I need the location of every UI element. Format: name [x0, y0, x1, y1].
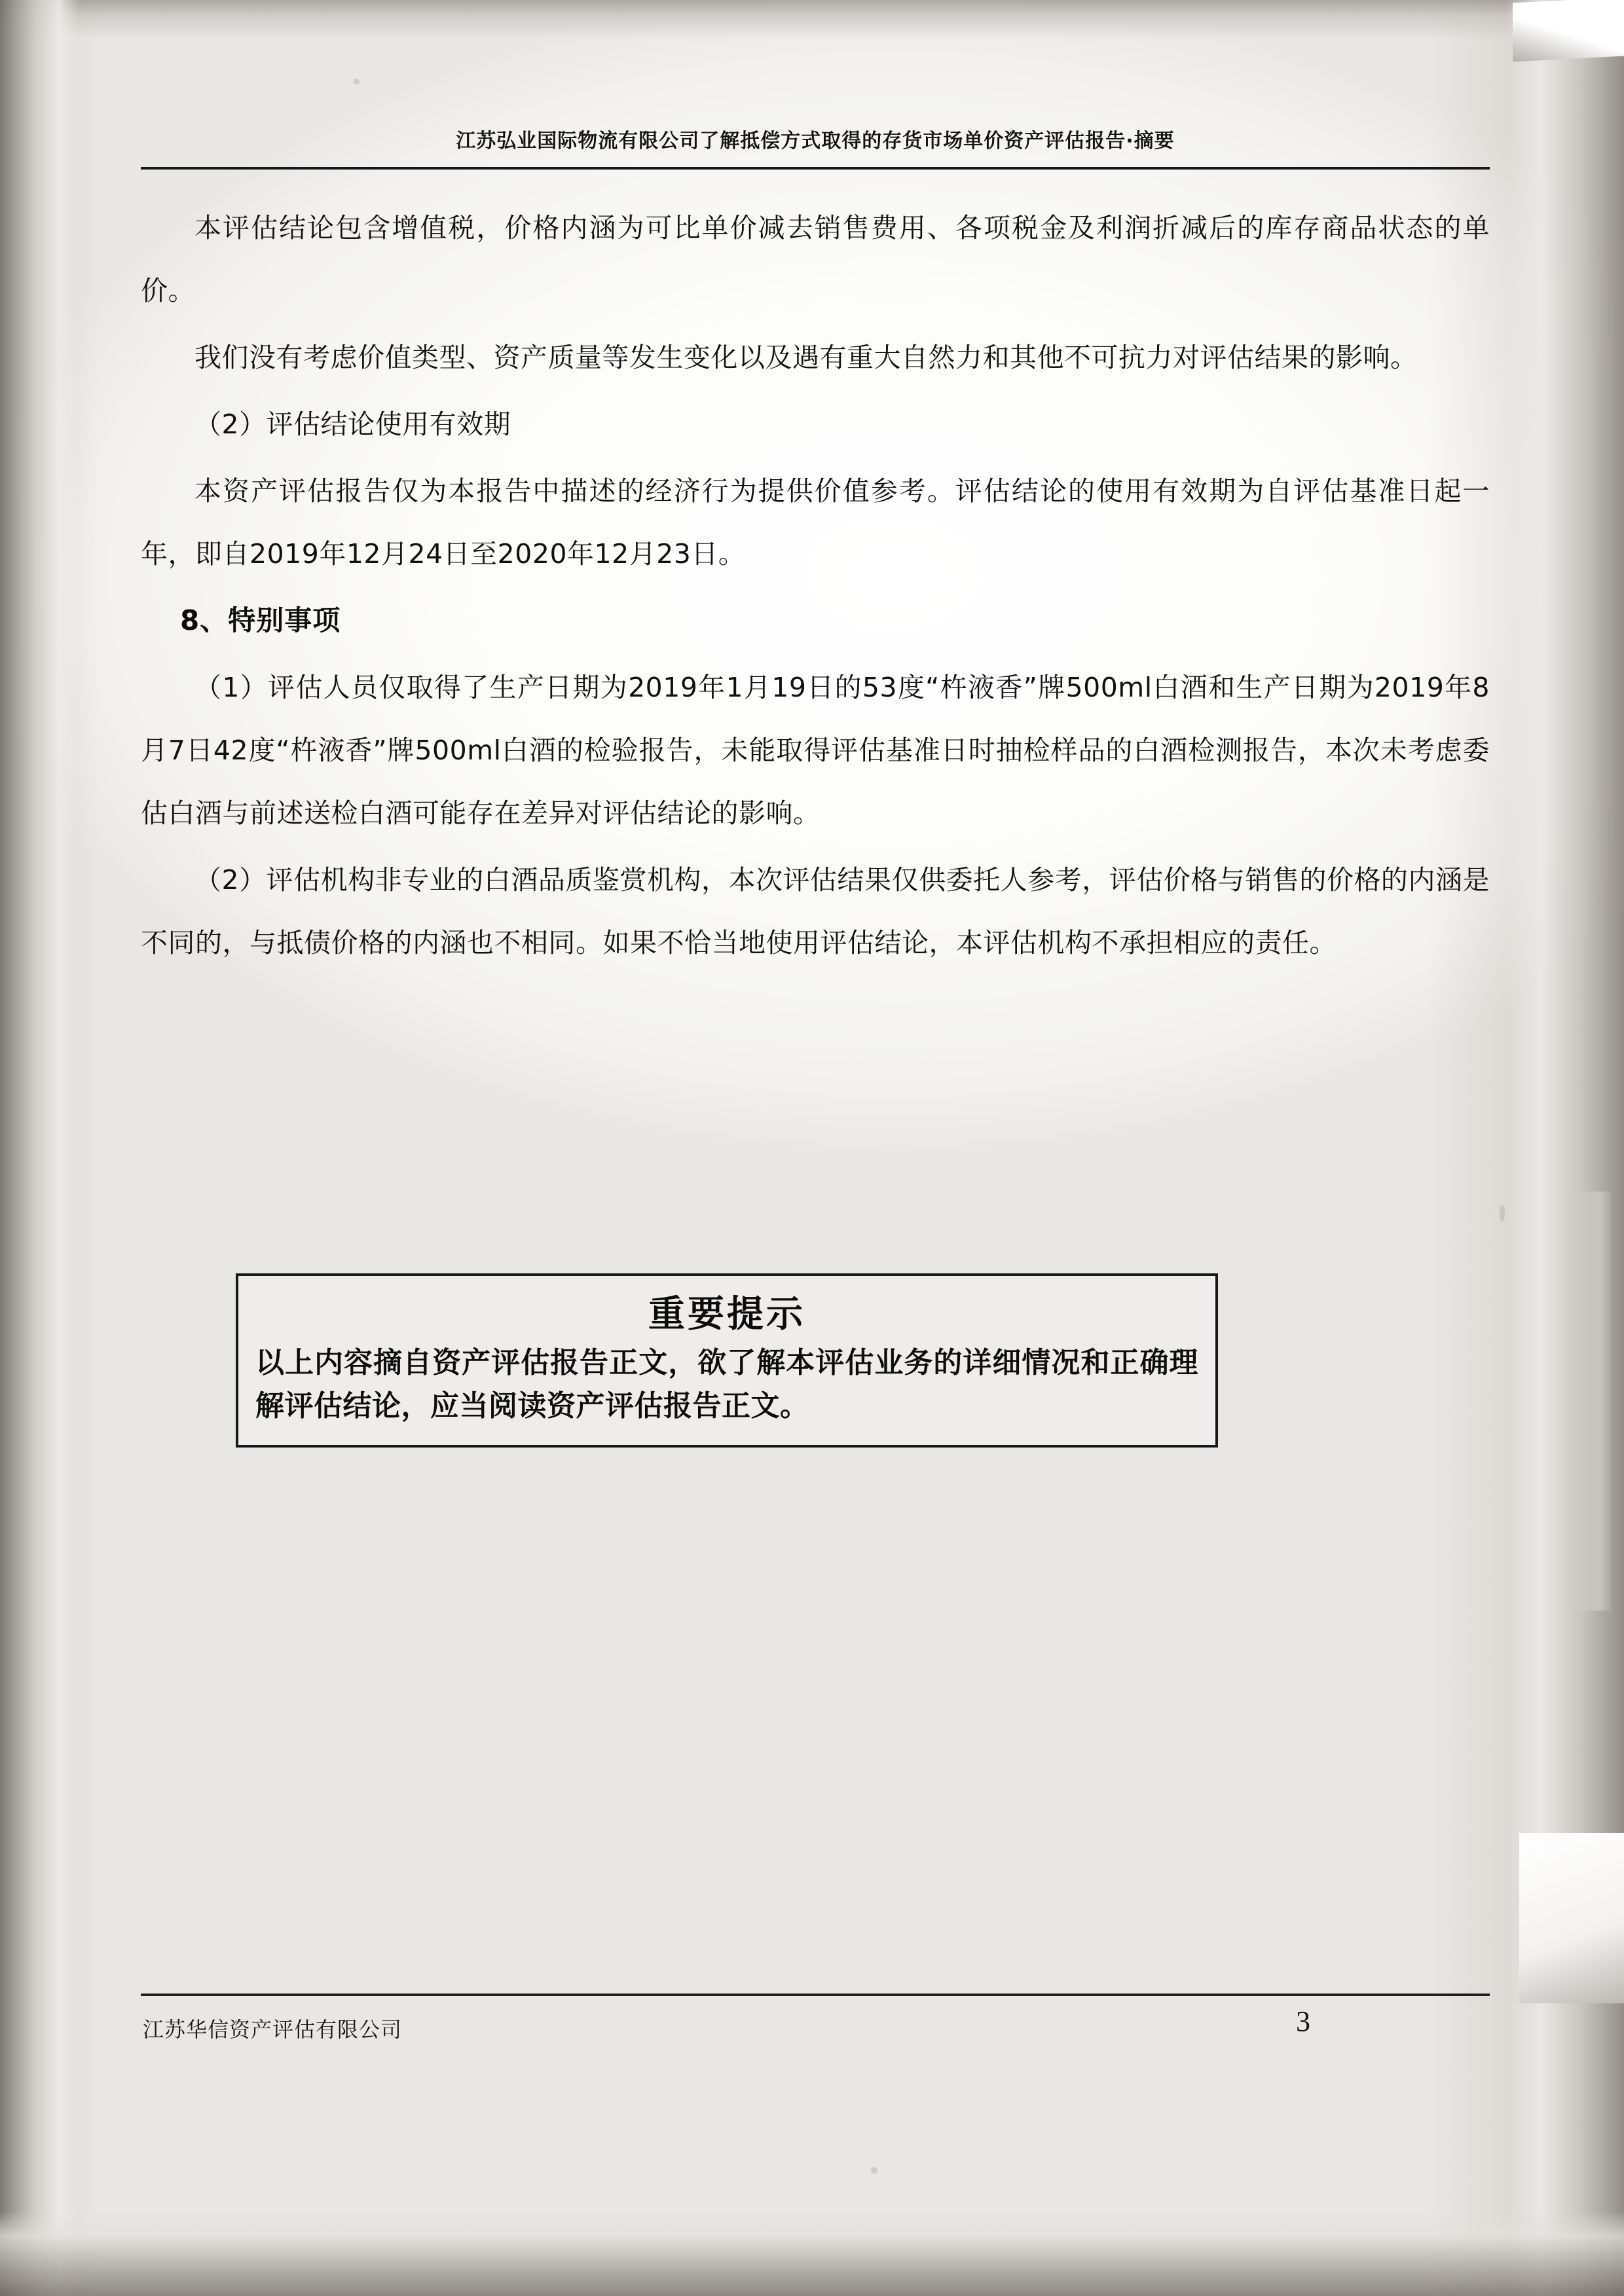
important-notice-box [236, 1273, 1218, 1448]
footer-divider [141, 1994, 1490, 1996]
special-item: （1）评估人员仅取得了生产日期为2019年1月19日的53度“杵液香”牌500ml白酒和生产日期为2019年8月7日42度“杵液香”牌500ml白酒的检验报告，未能取得评估基准日时抽检样品的白酒检测报告，本次未考虑委估白酒与前述送检白酒可能存在差异对评估结论的影响。 [141, 672, 1490, 829]
page-header-title: 江苏弘业国际物流有限公司了解抵偿方式取得的存货市场单价资产评估报告·摘要 [456, 130, 1175, 153]
notice-body: 以上内容摘自资产评估报告正文，欲了解本评估业务的详细情况和正确理解评估结论，应当阅读资产评估报告正文。 [255, 1346, 1198, 1423]
paragraph: 我们没有考虑价值类型、资产质量等发生变化以及遇有重大自然力和其他不可抗力对评估结果的影响。 [194, 342, 1418, 373]
notice-title: 重要提示 [648, 1293, 805, 1336]
header-divider [141, 167, 1490, 170]
paragraph: 本资产评估报告仅为本报告中描述的经济行为提供价值参考。评估结论的使用有效期为自评估基准日起一年，即自2019年12月24日至2020年12月23日。 [141, 475, 1490, 570]
section-heading: 8、特别事项 [180, 604, 341, 636]
footer-company: 江苏华信资产评估有限公司 [143, 2017, 403, 2042]
paragraph: 本评估结论包含增值税，价格内涵为可比单价减去销售费用、各项税金及利润折减后的库存商品状态的单价。 [141, 212, 1490, 306]
paragraph: （2）评估结论使用有效期 [194, 409, 511, 440]
body-text [141, 196, 1490, 978]
page-number: 3 [1296, 2005, 1310, 2037]
special-item: （2）评估机构非专业的白酒品质鉴赏机构，本次评估结果仅供委托人参考，评估价格与销售的价格的内涵是不同的，与抵债价格的内涵也不相同。如果不恰当地使用评估结论，本评估机构不承担相应的责任。 [141, 864, 1490, 958]
